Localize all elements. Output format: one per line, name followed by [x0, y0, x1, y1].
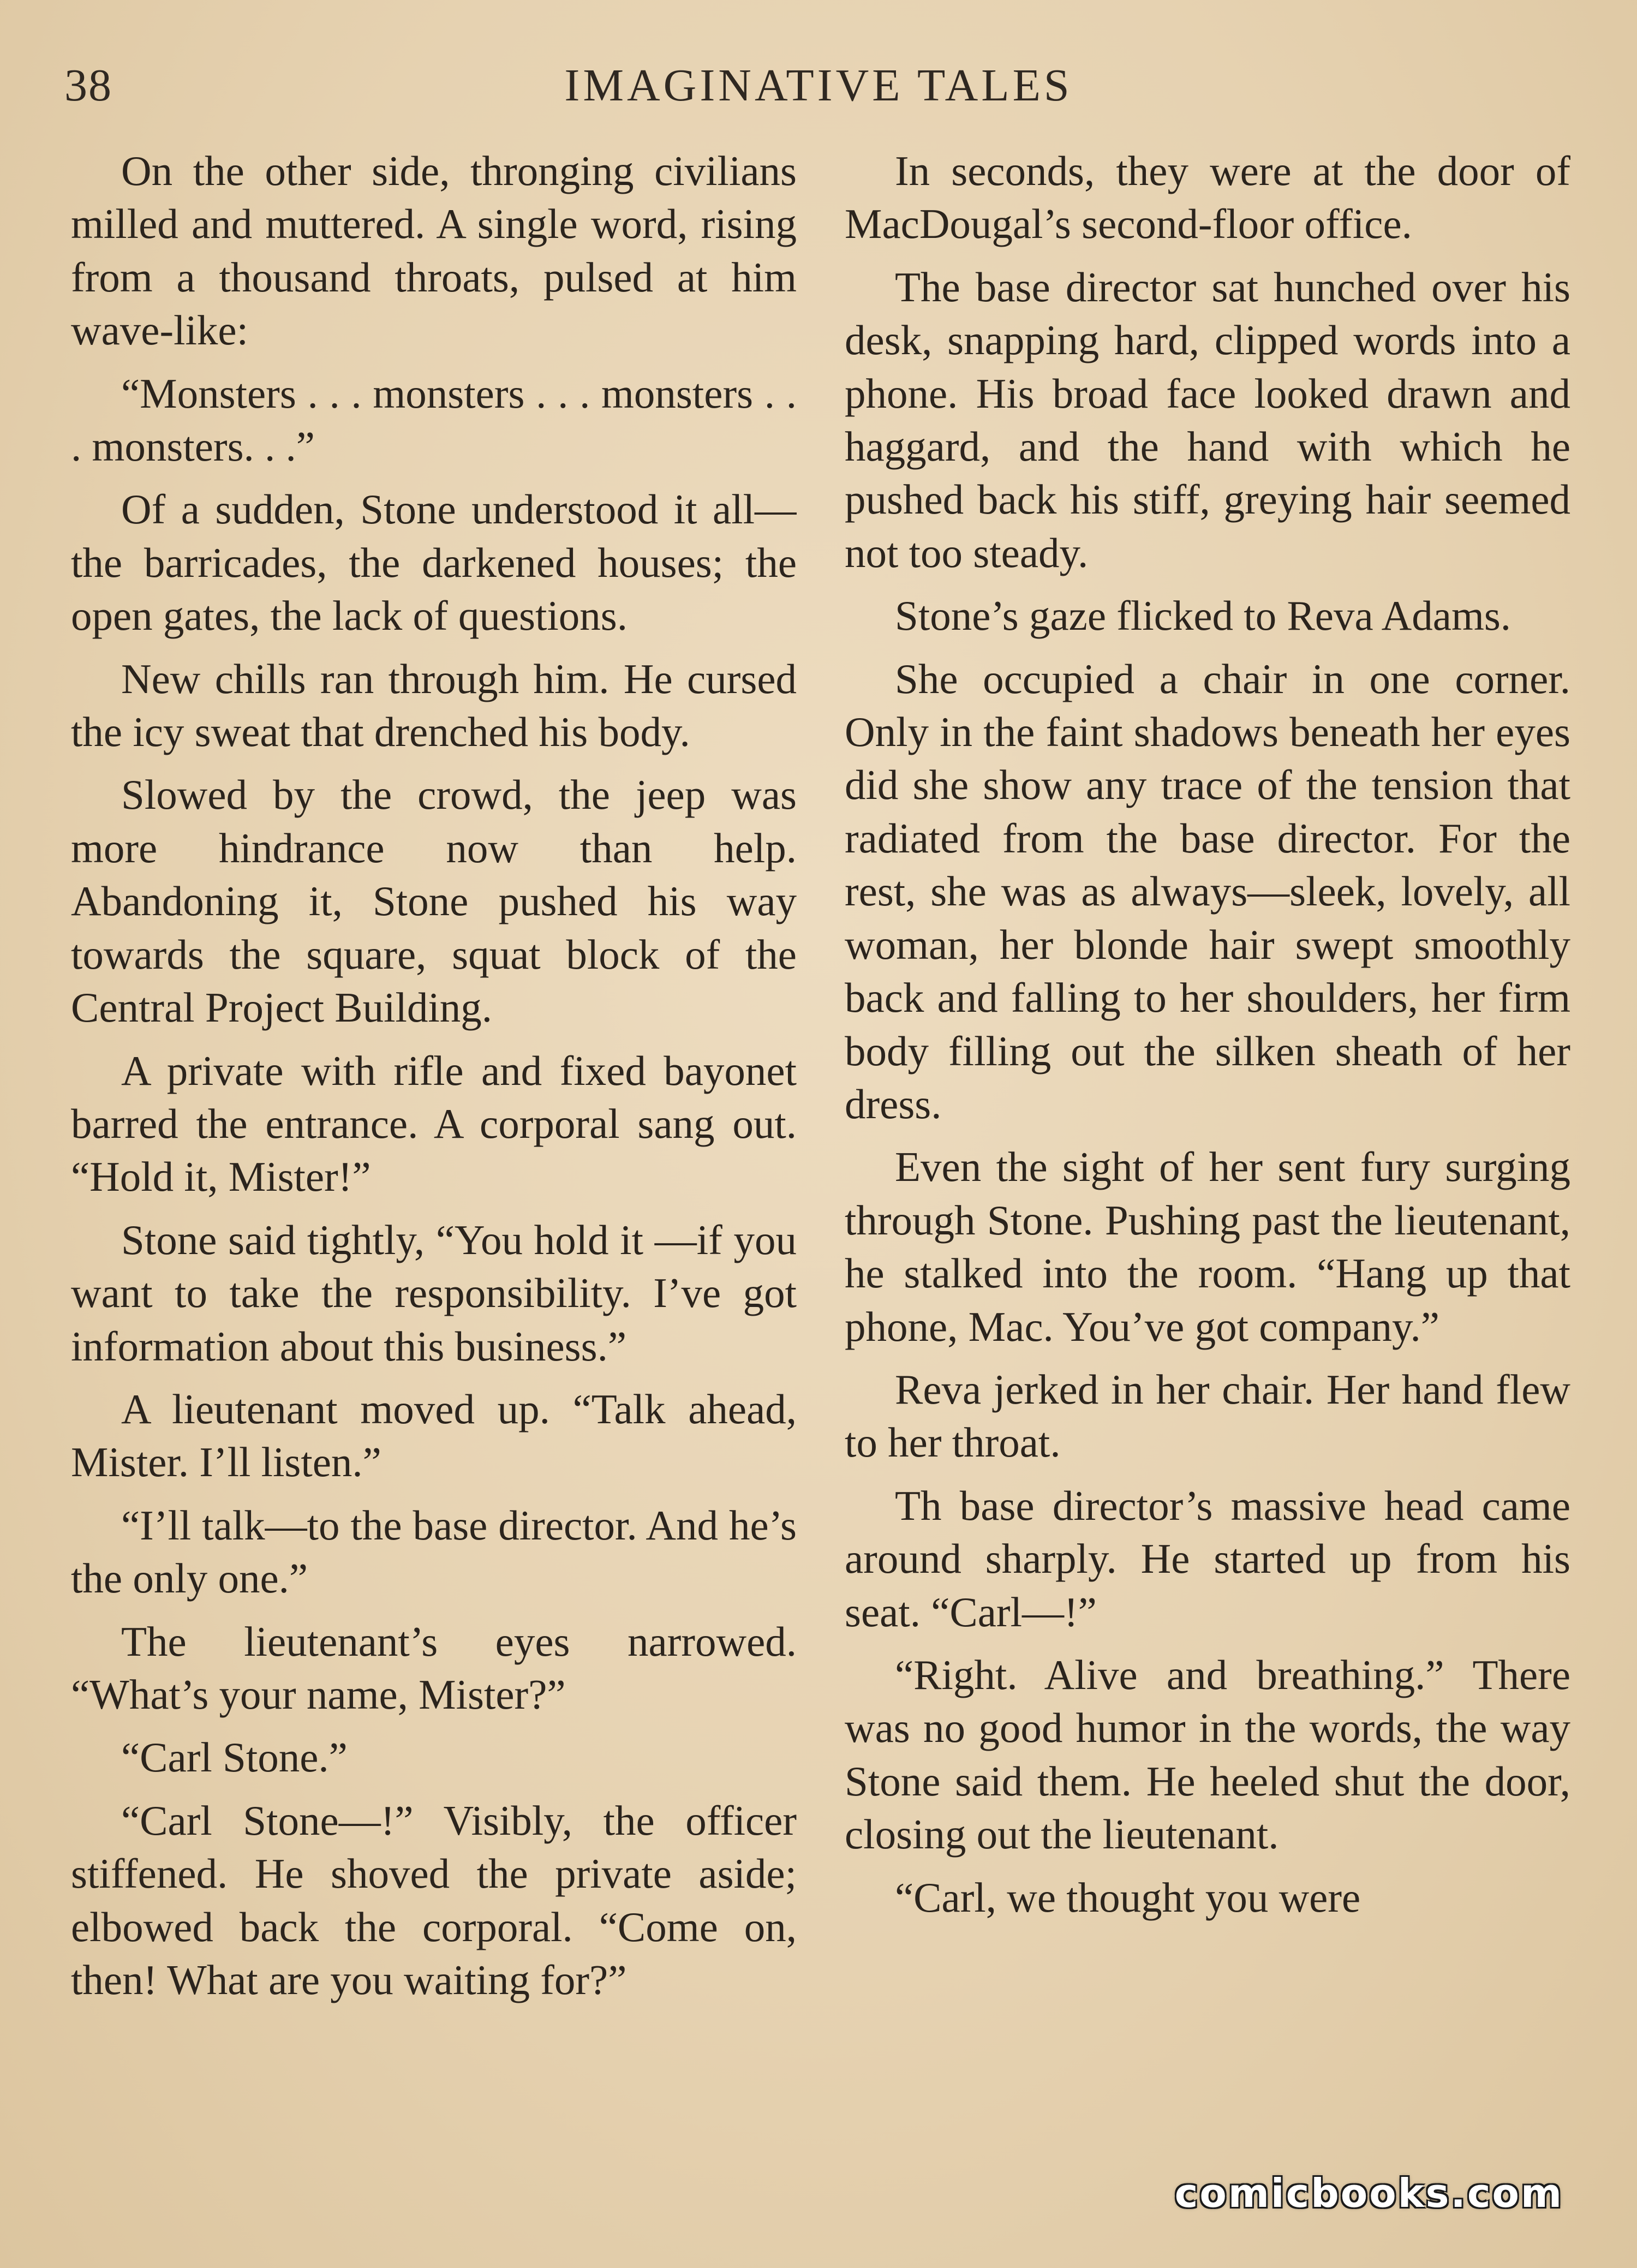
- running-title: IMAGINATIVE TALES: [564, 60, 1073, 111]
- paragraph: In seconds, they were at the door of MacDougal’s second-floor office.: [845, 147, 1570, 248]
- paragraph: Slowed by the crowd, the jeep was more hindrance now than help. Abandoning it, Stone pushed his way towards the square, squat block of the Central Project Building.: [71, 771, 797, 1031]
- left-text-column: [71, 145, 797, 2207]
- paragraph: On the other side, thronging civilians milled and muttered. A single word, rising from a thousand throats, pulsed at him wave-like:: [71, 147, 797, 354]
- paragraph: “Carl Stone.”: [121, 1734, 348, 1781]
- watermark: comicbooks.com: [1174, 2170, 1563, 2216]
- paragraph: Stone said tightly, “You hold it —if you want to take the responsibility. I’ve got information about this business.”: [71, 1216, 797, 1370]
- paragraph: Of a sudden, Stone understood it all—the barricades, the darkened houses; the open gates, the lack of questions.: [71, 486, 797, 640]
- paragraph: Reva jerked in her chair. Her hand flew to her throat.: [845, 1365, 1570, 1466]
- page-number: 38: [64, 60, 112, 111]
- paragraph: The lieutenant’s eyes narrowed. “What’s your name, Mister?”: [71, 1618, 797, 1718]
- paragraph: The base director sat hunched over his desk, snapping hard, clipped words into a phone. His broad face looked drawn and haggard, and the hand with which he pushed back his stiff, greying hair seemed not too steady.: [845, 263, 1570, 576]
- paragraph: “Monsters . . . monsters . . . monsters . . . monsters. . .”: [71, 369, 797, 470]
- page-header: [0, 44, 1637, 126]
- paragraph: She occupied a chair in one corner. Only in the faint shadows beneath her eyes did she show any trace of the tension that radiated from the base director. For the rest, she was as always—sleek, lovely, all woman, her blonde hair swept smoothly back and falling to her shoulders, her firm body filling out the silken sheath of her dress.: [845, 655, 1570, 1127]
- paragraph: Even the sight of her sent fury surging through Stone. Pushing past the lieutenant, he stalked into the room. “Hang up that phone, Mac. You’ve got company.”: [845, 1143, 1570, 1350]
- paragraph: A lieutenant moved up. “Talk ahead, Mister. I’ll listen.”: [71, 1385, 797, 1486]
- paragraph: “Carl Stone—!” Visibly, the officer stiffened. He shoved the private aside; elbowed back the corporal. “Come on, then! What are you waiting for?”: [71, 1797, 797, 2003]
- paragraph: “Carl, we thought you were: [895, 1873, 1361, 1921]
- right-text-column: [845, 145, 1570, 2207]
- paragraph: Stone’s gaze flicked to Reva Adams.: [895, 592, 1511, 640]
- paragraph: “Right. Alive and breathing.” There was no good humor in the words, the way Stone said them. He heeled shut the door, closing out the lieutenant.: [845, 1651, 1570, 1858]
- paragraph: A private with rifle and fixed bayonet barred the entrance. A corporal sang out. “Hold it, Mister!”: [71, 1047, 797, 1201]
- paragraph: Th base director’s massive head came around sharply. He started up from his seat. “Carl—!”: [845, 1482, 1570, 1636]
- paragraph: “I’ll talk—to the base director. And he’s the only one.”: [71, 1501, 797, 1602]
- paragraph: New chills ran through him. He cursed the icy sweat that drenched his body.: [71, 655, 797, 756]
